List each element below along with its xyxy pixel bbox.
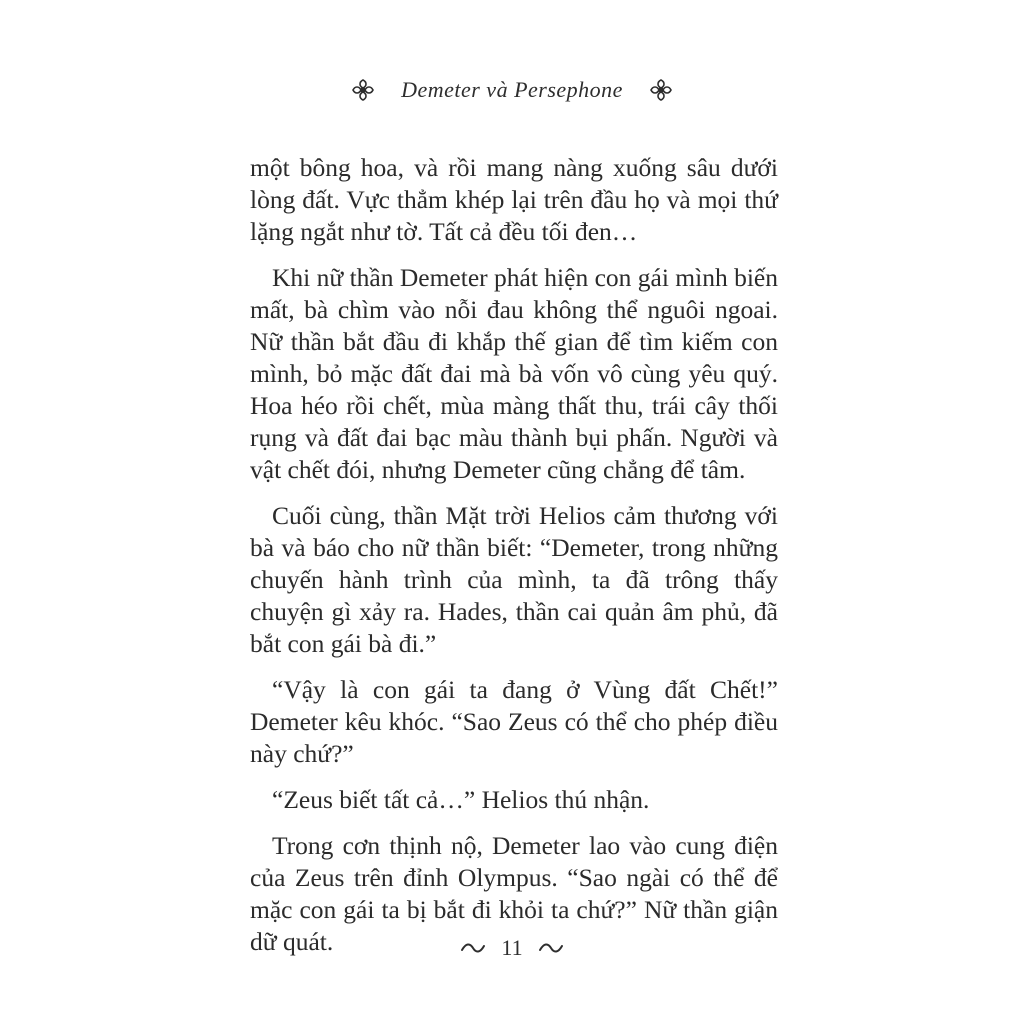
paragraph: một bông hoa, và rồi mang nàng xuống sâu dưới lòng đất. Vực thẳm khép lại trên đầu họ và mọi thứ lặng ngắt như tờ. Tất cả đều tối đen…	[250, 153, 778, 246]
running-head	[0, 70, 1024, 108]
paragraph: Trong cơn thịnh nộ, Demeter lao vào cung điện của Zeus trên đỉnh Olympus. “Sao ngài có thể để mặc con gái ta bị bắt đi khỏi ta chứ?” Nữ thần giận dữ quát.	[250, 831, 778, 956]
paragraph: “Zeus biết tất cả…” Helios thú nhận.	[272, 785, 650, 814]
paragraph: Khi nữ thần Demeter phát hiện con gái mình biến mất, bà chìm vào nỗi đau không thể nguôi ngoai. Nữ thần bắt đầu đi khắp thế gian để tìm kiếm con mình, bỏ mặc đất đai mà bà vốn vô cùng yêu quý. Hoa héo rồi chết, mùa màng thất thu, trái cây thối rụng và đất đai bạc màu thành bụi phấn. Người và vật chết đói, nhưng Demeter cũng chẳng để tâm.	[250, 263, 778, 484]
body-text	[250, 152, 778, 972]
swash-icon	[538, 941, 564, 955]
fleuron-icon	[349, 76, 377, 104]
swash-icon	[460, 941, 486, 955]
page-footer	[0, 930, 1024, 964]
paragraph: Cuối cùng, thần Mặt trời Helios cảm thương với bà và báo cho nữ thần biết: “Demeter, trong những chuyến hành trình của mình, ta đã trông thấy chuyện gì xảy ra. Hades, thần cai quản âm phủ, đã bắt con gái bà đi.”	[250, 501, 778, 658]
fleuron-icon	[647, 76, 675, 104]
paragraph: “Vậy là con gái ta đang ở Vùng đất Chết!” Demeter kêu khóc. “Sao Zeus có thể cho phép điều này chứ?”	[250, 675, 778, 768]
page-number: 11	[501, 934, 523, 960]
running-head-title: Demeter và Persephone	[401, 76, 623, 102]
